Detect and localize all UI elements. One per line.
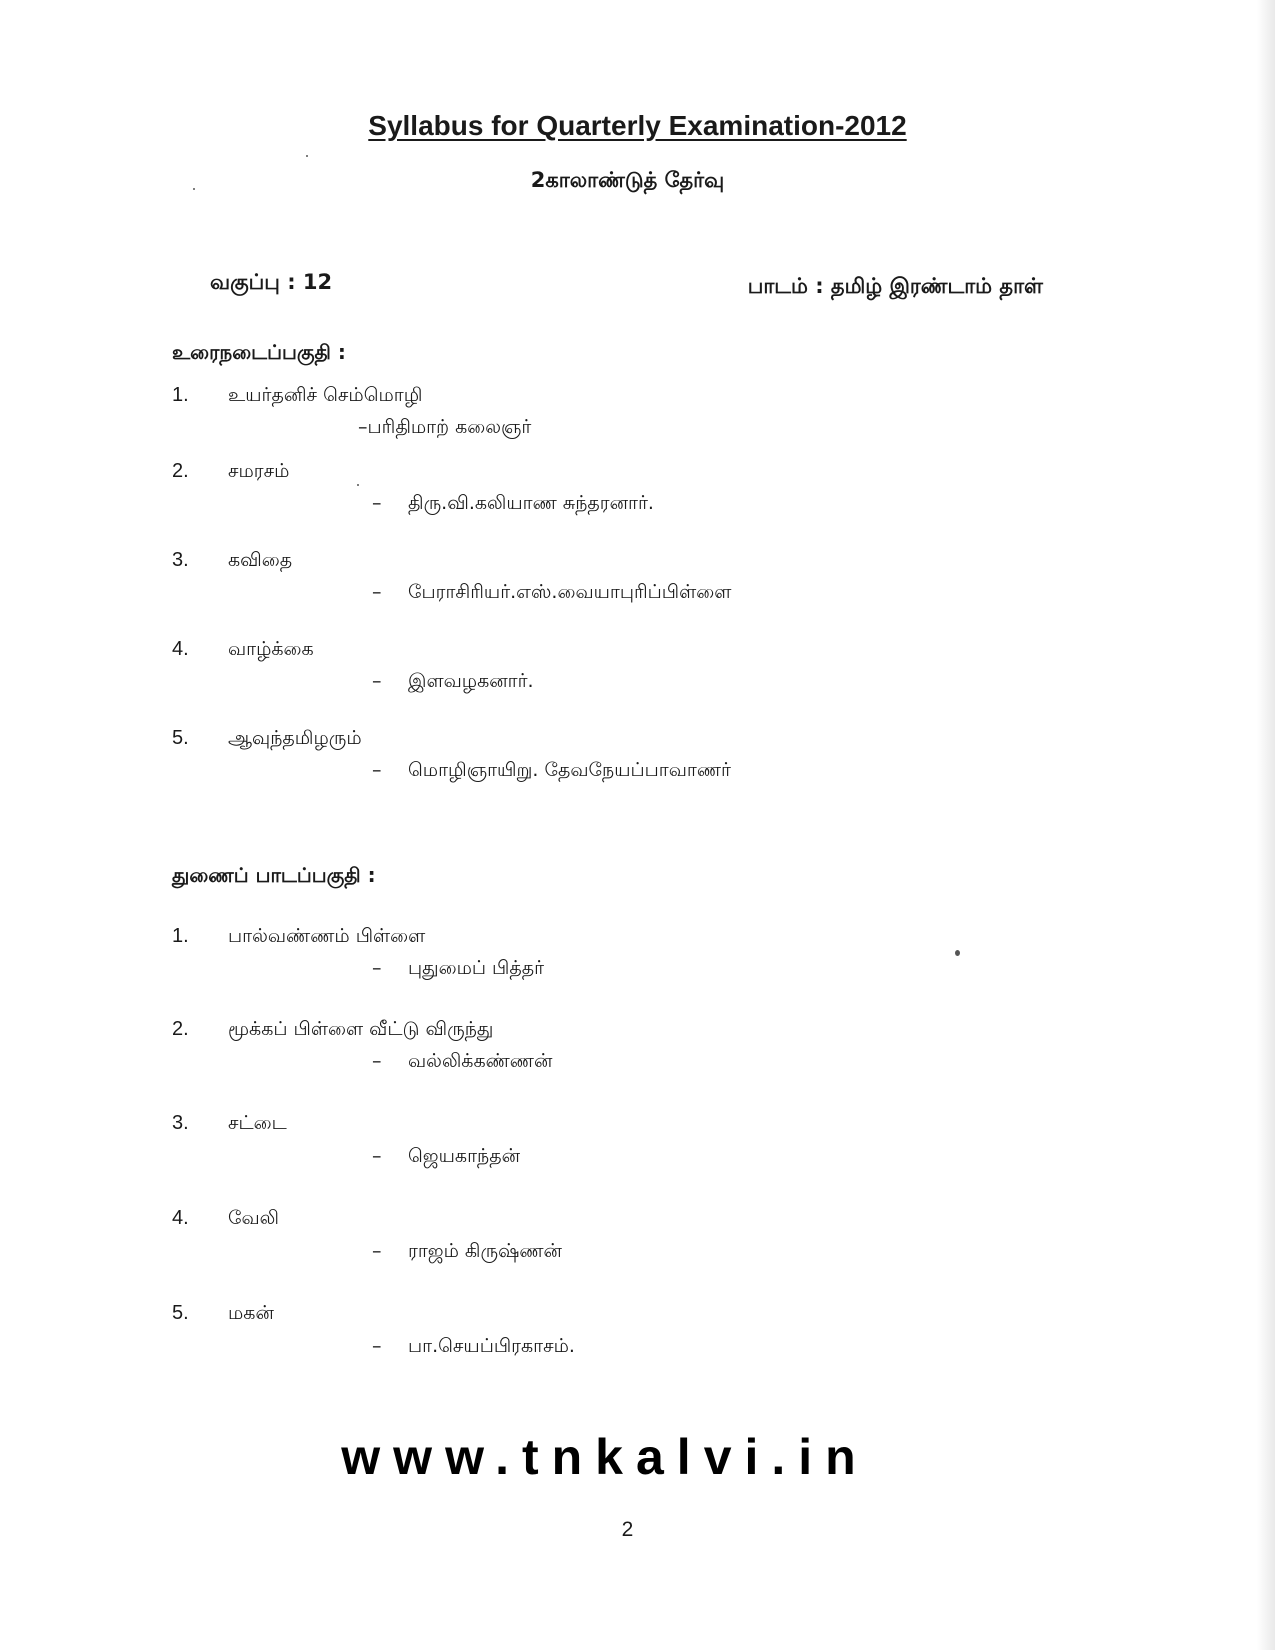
supplementary-item-number: 2. — [172, 1018, 189, 1040]
class-label: வகுப்பு : 12 — [210, 270, 333, 294]
supplementary-item-title: மூக்கப் பிள்ளை வீட்டு விருந்து — [228, 1018, 494, 1040]
prose-item-title: உயர்தனிச் செம்மொழி — [228, 384, 423, 406]
prose-item-number: 5. — [172, 727, 189, 749]
prose-item-dash: – — [372, 759, 382, 781]
prose-item-dash: – — [372, 492, 382, 514]
supplementary-item-number: 3. — [172, 1112, 189, 1134]
subject-label: பாடம் : தமிழ் இரண்டாம் தாள் — [747, 274, 1043, 298]
supplementary-section-heading: துணைப் பாடப்பகுதி : — [172, 863, 376, 887]
scan-edge-shadow — [1257, 0, 1275, 1650]
prose-item-author: மொழிஞாயிறு. தேவநேயப்பாவாணர் — [408, 759, 731, 781]
supplementary-item-dash: – — [372, 957, 382, 979]
prose-item-title: வாழ்க்கை — [228, 638, 314, 660]
supplementary-item-number: 4. — [172, 1207, 189, 1229]
prose-item-number: 4. — [172, 638, 189, 660]
website-watermark: www.tnkalvi.in — [341, 1429, 869, 1485]
prose-item-author: –பரிதிமாற் கலைஞர் — [358, 416, 532, 438]
prose-item-dash: – — [372, 581, 382, 603]
prose-section-heading: உரைநடைப்பகுதி : — [172, 340, 346, 364]
scan-speck — [306, 155, 308, 157]
prose-item-author: இளவழகனார். — [408, 670, 534, 692]
supplementary-item-number: 5. — [172, 1302, 189, 1324]
prose-item-dash: – — [372, 670, 382, 692]
prose-item-title: சமரசம் — [228, 460, 290, 482]
supplementary-item-dash: – — [372, 1335, 382, 1357]
prose-item-title: ஆவுந்தமிழரும் — [228, 727, 362, 749]
supplementary-item-number: 1. — [172, 925, 189, 947]
supplementary-item-author: புதுமைப் பித்தர் — [408, 957, 545, 979]
prose-item-number: 3. — [172, 549, 189, 571]
supplementary-item-title: சட்டை — [228, 1112, 287, 1134]
supplementary-item-dash: – — [372, 1050, 382, 1072]
supplementary-item-dash: – — [372, 1145, 382, 1167]
supplementary-item-author: ராஜம் கிருஷ்ணன் — [408, 1240, 562, 1262]
supplementary-item-title: பால்வண்ணம் பிள்ளை — [228, 925, 426, 947]
scan-speck — [357, 484, 359, 486]
scan-speck — [955, 950, 960, 956]
supplementary-item-title: வேலி — [228, 1207, 280, 1229]
prose-item-number: 1. — [172, 384, 189, 406]
document-title: Syllabus for Quarterly Examination-2012 — [368, 110, 907, 141]
prose-item-number: 2. — [172, 460, 189, 482]
prose-item-title: கவிதை — [228, 549, 293, 571]
supplementary-item-author: ஜெயகாந்தன் — [408, 1145, 520, 1167]
document-subtitle: 2காலாண்டுத் தேர்வு — [530, 168, 725, 192]
scan-speck — [193, 188, 195, 190]
supplementary-item-author: வல்லிக்கண்ணன் — [408, 1050, 553, 1072]
prose-item-author: பேராசிரியர்.எஸ்.வையாபுரிப்பிள்ளை — [408, 581, 732, 603]
supplementary-item-dash: – — [372, 1240, 382, 1262]
supplementary-item-author: பா.செயப்பிரகாசம். — [408, 1335, 575, 1357]
prose-item-author: திரு.வி.கலியாண சுந்தரனார். — [408, 492, 654, 514]
supplementary-item-title: மகன் — [228, 1302, 274, 1324]
page-number: 2 — [621, 1518, 634, 1541]
